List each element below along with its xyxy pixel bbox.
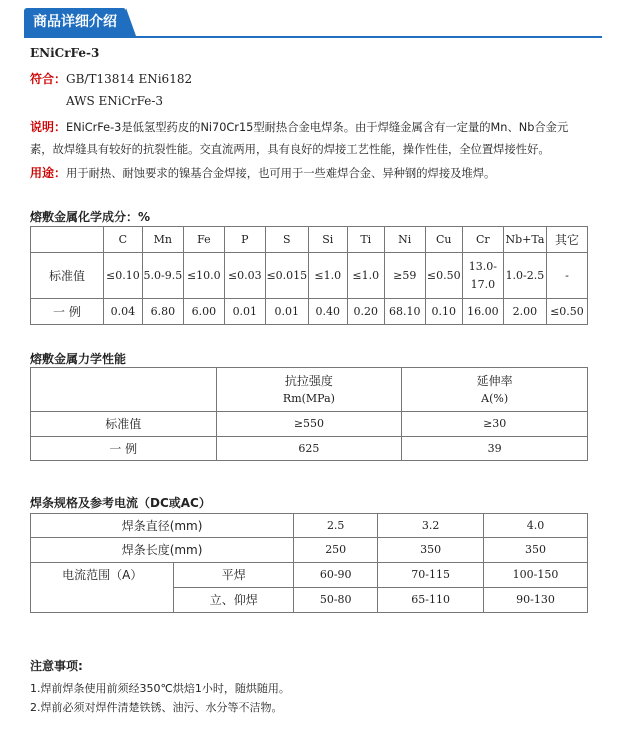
chem-cell: ≤0.10 — [103, 253, 142, 299]
chem-header-cell — [31, 227, 104, 253]
chemistry-example-row — [31, 299, 588, 325]
tensile-unit: Rm(MPa) — [282, 391, 335, 405]
length-label: 焊条长度(mm) — [31, 538, 294, 563]
conform-standard-gb: GB/T13814 ENi6182 — [66, 72, 193, 86]
spec-cell: 50-80 — [294, 588, 378, 613]
conform-standard-aws: AWS ENiCrFe-3 — [66, 94, 164, 108]
usage-line — [30, 164, 495, 181]
chem-cell: 13.0-17.0 — [462, 253, 503, 299]
description-label: 说明： — [30, 120, 67, 134]
spec-length-row — [31, 538, 588, 563]
description-text-1: ENiCrFe-3是低氢型药皮的Ni70Cr15型耐热合金电焊条。由于焊缝金属含有一定量的Mn、Nb合金元 — [66, 121, 569, 134]
product-model: ENiCrFe-3 — [30, 46, 100, 60]
spec-cell: 350 — [378, 538, 484, 563]
chem-cell: 16.00 — [462, 299, 503, 325]
description-line-2: 素，故焊缝具有较好的抗裂性能。交直流两用，具有良好的焊接工艺性能，操作性佳，全位置焊接性好。 — [30, 143, 550, 156]
chem-cell: 6.80 — [142, 299, 183, 325]
mech-cell: 39 — [402, 437, 588, 461]
chemistry-title: 熔敷金属化学成分：% — [30, 210, 151, 224]
chem-cell: 0.01 — [265, 299, 308, 325]
mech-cell: 625 — [216, 437, 402, 461]
chem-cell: ≥59 — [384, 253, 425, 299]
spec-cell: 4.0 — [484, 514, 588, 538]
chemistry-table — [30, 226, 588, 325]
chem-header-cell: Cu — [425, 227, 462, 253]
mech-header-empty — [31, 368, 217, 412]
chem-cell: - — [546, 253, 587, 299]
spec-cell: 2.5 — [294, 514, 378, 538]
chem-header-cell: S — [265, 227, 308, 253]
chem-header-cell: C — [103, 227, 142, 253]
spec-cell: 350 — [484, 538, 588, 563]
description-line-1 — [30, 118, 568, 135]
note-item: 1.焊前焊条使用前须经350℃烘焙1小时，随烘随用。 — [30, 682, 290, 695]
chem-header-cell: Nb+Ta — [503, 227, 546, 253]
mechanical-title: 熔敷金属力学性能 — [30, 352, 127, 366]
chem-header-cell: Ni — [384, 227, 425, 253]
tab-arrow-shape — [126, 8, 136, 36]
diameter-label: 焊条直径(mm) — [31, 514, 294, 538]
product-detail-tab[interactable]: 商品详细介绍 — [24, 8, 126, 36]
spec-cell: 3.2 — [378, 514, 484, 538]
chem-cell: 68.10 — [384, 299, 425, 325]
section-header — [24, 8, 602, 38]
spec-cell: 90-130 — [484, 588, 588, 613]
chem-cell: ≤0.50 — [546, 299, 587, 325]
chem-header-cell: Ti — [347, 227, 384, 253]
mechanical-standard-row — [31, 412, 588, 437]
vertical-welding-label: 立、仰焊 — [174, 588, 294, 613]
elongation-unit: A(%) — [481, 391, 509, 405]
chem-cell: ≤1.0 — [308, 253, 347, 299]
mech-row-label: 标准值 — [31, 412, 217, 437]
spec-cell: 250 — [294, 538, 378, 563]
chem-cell: ≤0.015 — [265, 253, 308, 299]
mechanical-header-row — [31, 368, 588, 412]
chem-cell: 2.00 — [503, 299, 546, 325]
spec-table — [30, 513, 588, 613]
usage-text: 用于耐热、耐蚀要求的镍基合金焊接，也可用于一些难焊合金、异种钢的焊接及堆焊。 — [66, 167, 496, 180]
spec-flat-row — [31, 563, 588, 588]
chem-header-cell: Cr — [462, 227, 503, 253]
tensile-label: 抗拉强度 — [284, 373, 333, 388]
chem-cell: ≤1.0 — [347, 253, 384, 299]
chem-cell: 0.04 — [103, 299, 142, 325]
spec-cell: 100-150 — [484, 563, 588, 588]
spec-cell: 70-115 — [378, 563, 484, 588]
flat-welding-label: 平焊 — [174, 563, 294, 588]
mech-header-tensile — [216, 368, 402, 412]
chem-cell: 0.01 — [224, 299, 265, 325]
notes-title: 注意事项: — [30, 659, 83, 673]
current-range-label: 电流范围（A） — [31, 563, 174, 613]
chem-cell: ≤0.50 — [425, 253, 462, 299]
chem-cell: 5.0-9.5 — [142, 253, 183, 299]
conform-label: 符合： — [30, 72, 67, 86]
chemistry-header-row — [31, 227, 588, 253]
chem-header-cell: P — [224, 227, 265, 253]
conform-line-1 — [30, 70, 192, 87]
note-item: 2.焊前必须对焊件清楚铁锈、油污、水分等不洁物。 — [30, 701, 283, 714]
spec-cell: 65-110 — [378, 588, 484, 613]
chem-cell: 0.40 — [308, 299, 347, 325]
mechanical-table — [30, 367, 588, 461]
chem-header-cell: Fe — [183, 227, 224, 253]
mech-cell: ≥550 — [216, 412, 402, 437]
chem-cell: ≤10.0 — [183, 253, 224, 299]
chem-cell: ≤0.03 — [224, 253, 265, 299]
chemistry-standard-row — [31, 253, 588, 299]
spec-cell: 60-90 — [294, 563, 378, 588]
chem-row-label: 标准值 — [31, 253, 104, 299]
mech-row-label: 一 例 — [31, 437, 217, 461]
spec-title: 焊条规格及参考电流（DC或AC） — [30, 496, 211, 510]
elongation-label: 延伸率 — [476, 373, 513, 388]
mechanical-example-row — [31, 437, 588, 461]
chem-header-cell: Si — [308, 227, 347, 253]
mech-cell: ≥30 — [402, 412, 588, 437]
chem-cell: 6.00 — [183, 299, 224, 325]
mech-header-elongation — [402, 368, 588, 412]
usage-label: 用途： — [30, 166, 67, 180]
chem-row-label: 一 例 — [31, 299, 104, 325]
chem-cell: 0.20 — [347, 299, 384, 325]
chem-header-cell: 其它 — [546, 227, 587, 253]
chem-header-cell: Mn — [142, 227, 183, 253]
spec-diameter-row — [31, 514, 588, 538]
header-divider — [24, 36, 602, 38]
chem-cell: 1.0-2.5 — [503, 253, 546, 299]
chem-cell: 0.10 — [425, 299, 462, 325]
